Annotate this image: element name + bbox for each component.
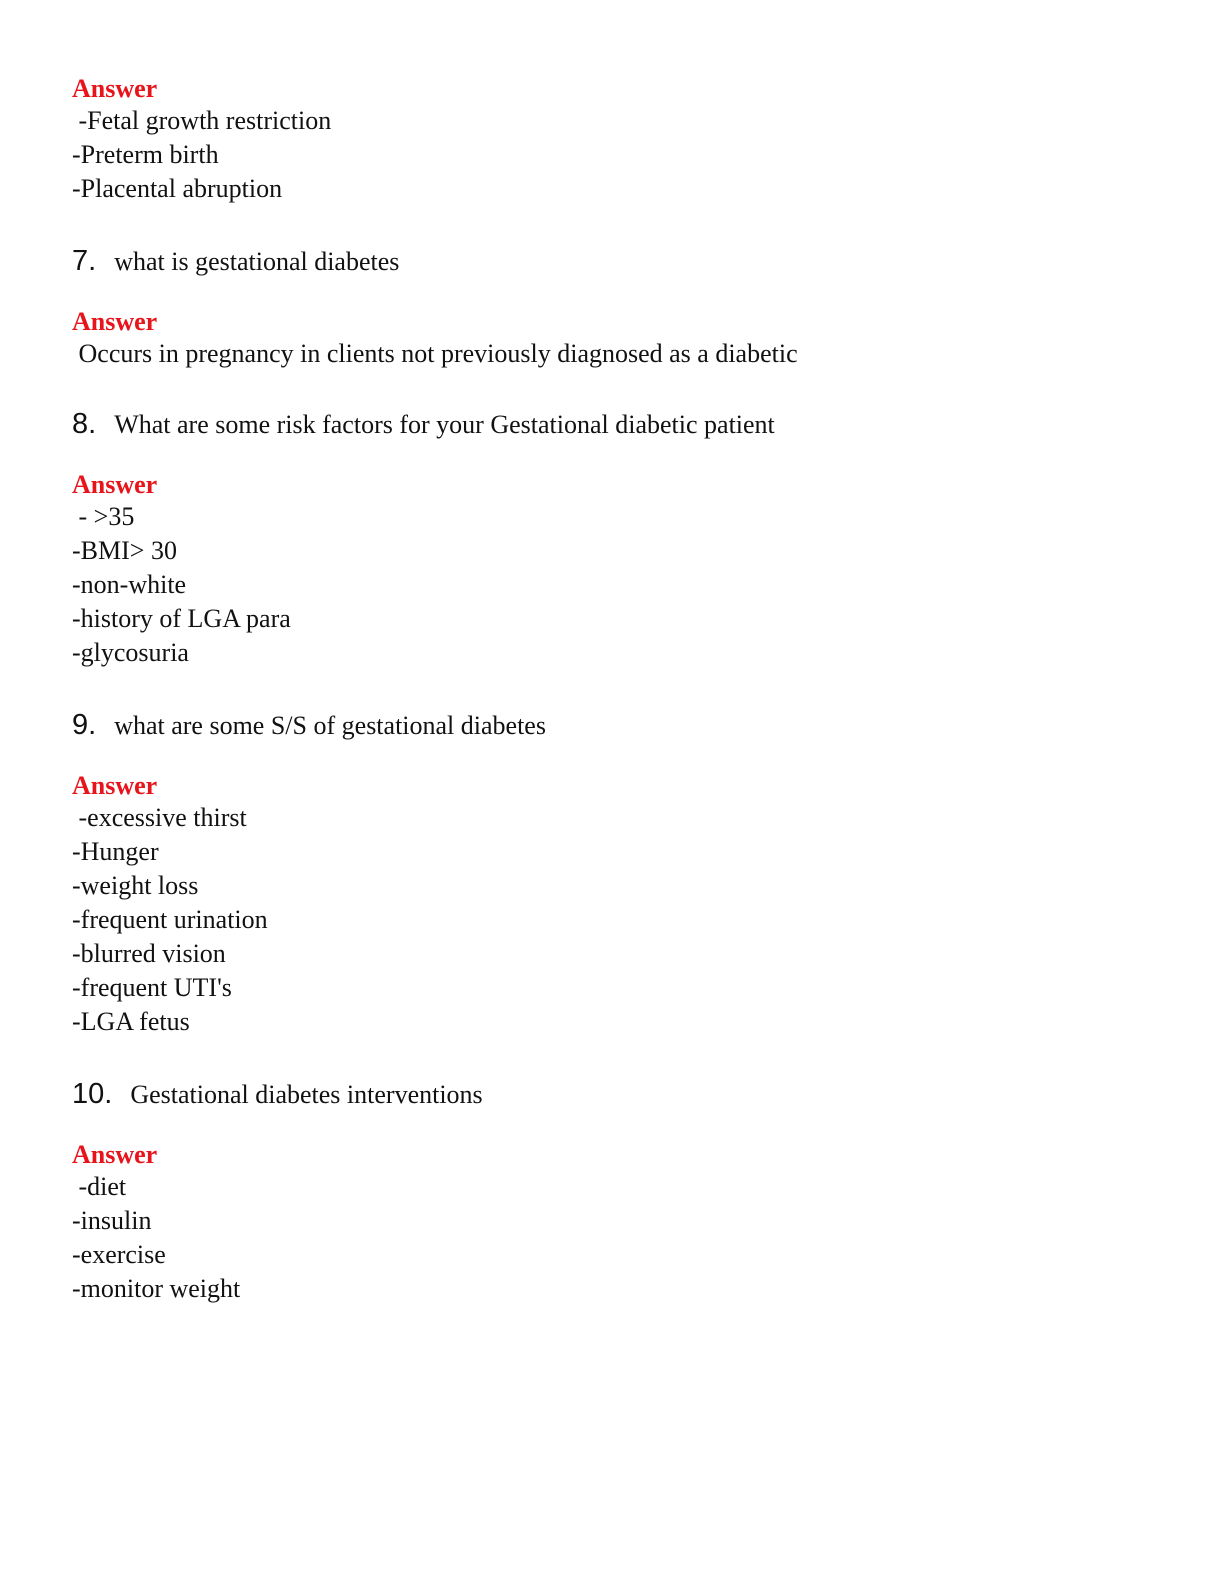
answer-line: -Fetal growth restriction (72, 106, 332, 135)
answer-line: -Preterm birth (72, 140, 219, 169)
answer-line: -frequent UTI's (72, 973, 232, 1002)
question-number: 8. (72, 408, 97, 440)
answer-block-7 (72, 307, 1152, 371)
answer-block-8 (72, 470, 1152, 670)
answer-line: -history of LGA para (72, 604, 291, 633)
answer-line: -weight loss (72, 871, 199, 900)
answer-label: Answer (72, 771, 158, 800)
answer-line: -exercise (72, 1240, 166, 1269)
answer-line: -excessive thirst (72, 803, 247, 832)
answer-line: -monitor weight (72, 1274, 241, 1303)
question-number: 9. (72, 709, 97, 741)
answer-line: -glycosuria (72, 638, 189, 667)
answer-line: -BMI> 30 (72, 536, 177, 565)
answer-label: Answer (72, 470, 158, 499)
answer-line: Occurs in pregnancy in clients not previously diagnosed as a diabetic (72, 339, 798, 368)
question-number: 10. (72, 1078, 113, 1110)
answer-line: -diet (72, 1172, 127, 1201)
answer-line: - >35 (72, 502, 135, 531)
question-text: What are some risk factors for your Gestational diabetic patient (114, 410, 775, 439)
question-10 (72, 1077, 1152, 1112)
answer-line: -Placental abruption (72, 174, 283, 203)
answer-line: -insulin (72, 1206, 152, 1235)
answer-block-9 (72, 771, 1152, 1039)
answer-line: -Hunger (72, 837, 159, 866)
answer-block-6 (72, 74, 1152, 206)
answer-line: -LGA fetus (72, 1007, 190, 1036)
answer-line: -frequent urination (72, 905, 268, 934)
question-text: what are some S/S of gestational diabetes (114, 711, 546, 740)
question-number: 7. (72, 245, 97, 277)
answer-label: Answer (72, 1140, 158, 1169)
answer-line: -blurred vision (72, 939, 226, 968)
question-8 (72, 407, 1152, 442)
question-text: Gestational diabetes interventions (130, 1080, 483, 1109)
answer-label: Answer (72, 307, 158, 336)
question-text: what is gestational diabetes (114, 247, 400, 276)
question-7 (72, 244, 1152, 279)
document-page (72, 72, 1152, 1306)
answer-line: -non-white (72, 570, 187, 599)
answer-label: Answer (72, 74, 158, 103)
answer-block-10 (72, 1140, 1152, 1306)
question-9 (72, 708, 1152, 743)
